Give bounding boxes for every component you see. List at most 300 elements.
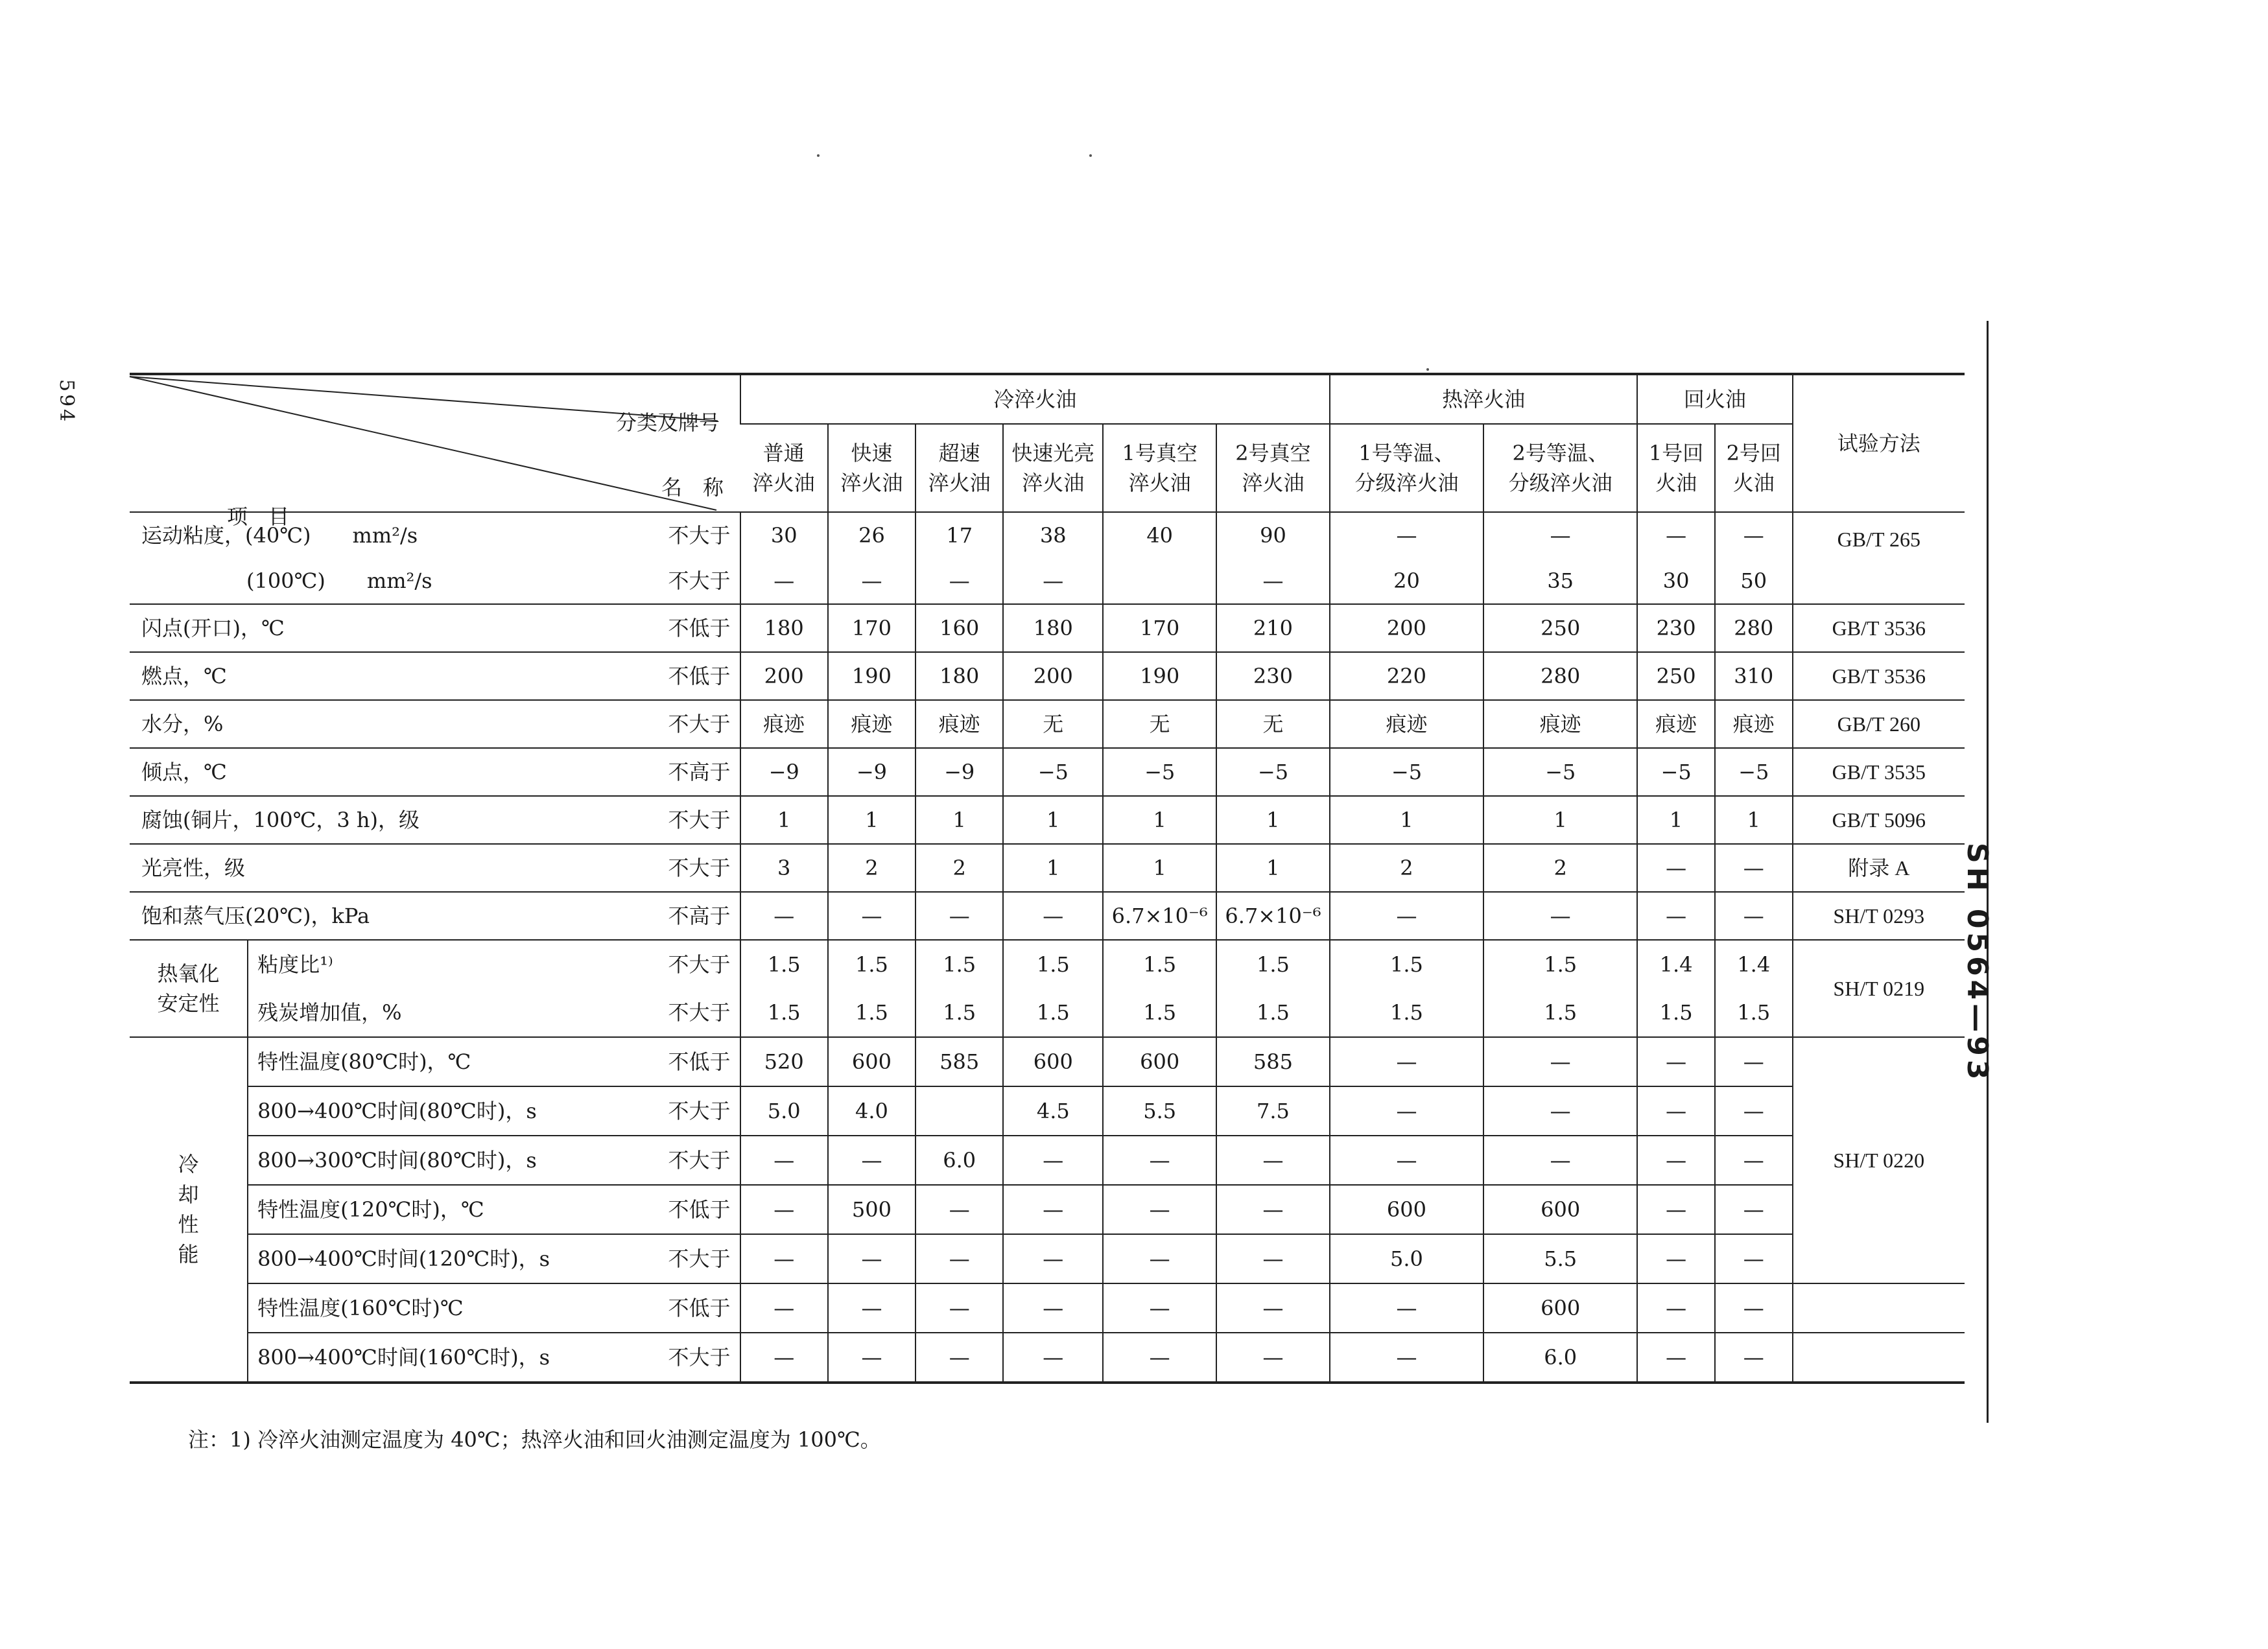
column-header-line: 普通 bbox=[762, 440, 805, 465]
value-cell: −5 bbox=[1003, 748, 1103, 796]
value-cell: — bbox=[1003, 1283, 1103, 1333]
value-cell: 痕迹 bbox=[828, 700, 915, 748]
row-label: 光亮性，级 bbox=[130, 844, 605, 892]
scan-speck bbox=[817, 154, 820, 157]
value-cell: — bbox=[915, 1333, 1003, 1383]
value-cell: 280 bbox=[1715, 604, 1793, 652]
value-cell: 2 bbox=[1330, 844, 1483, 892]
value-cell: 2 bbox=[915, 844, 1003, 892]
value-cell: 600 bbox=[1483, 1185, 1637, 1234]
value-cell: 1.5 bbox=[915, 940, 1003, 988]
value-cell: — bbox=[1216, 1185, 1330, 1234]
value-cell: 1 bbox=[1483, 796, 1637, 844]
value-cell: 1.4 bbox=[1715, 940, 1793, 988]
value-cell: — bbox=[1715, 1037, 1793, 1086]
value-cell: −9 bbox=[915, 748, 1003, 796]
value-cell: — bbox=[1216, 558, 1330, 604]
header-corner-diagonals bbox=[130, 375, 716, 511]
spec-table bbox=[130, 373, 1965, 1384]
value-cell: — bbox=[1715, 1086, 1793, 1136]
value-cell: 1.5 bbox=[1483, 940, 1637, 988]
value-cell: −5 bbox=[1637, 748, 1715, 796]
group-label-char: 却 bbox=[178, 1182, 199, 1207]
value-cell: 1 bbox=[1103, 796, 1216, 844]
value-cell: 90 bbox=[1216, 512, 1330, 558]
scan-speck bbox=[1426, 368, 1429, 371]
value-cell: 190 bbox=[1103, 652, 1216, 700]
column-header bbox=[1216, 424, 1330, 512]
value-cell: — bbox=[1330, 1037, 1483, 1086]
value-cell: −9 bbox=[828, 748, 915, 796]
value-cell: — bbox=[1715, 1234, 1793, 1283]
value-cell: — bbox=[1637, 512, 1715, 558]
column-header bbox=[1483, 424, 1637, 512]
value-cell: — bbox=[915, 558, 1003, 604]
value-cell: — bbox=[828, 1283, 915, 1333]
value-cell: — bbox=[1637, 1333, 1715, 1383]
value-cell: 1 bbox=[1637, 796, 1715, 844]
row-method: SH/T 0219 bbox=[1793, 940, 1965, 1037]
value-cell: 1.5 bbox=[1637, 988, 1715, 1037]
value-cell: 585 bbox=[915, 1037, 1003, 1086]
row-requirement: 不大于 bbox=[605, 700, 740, 748]
group-label-char: 能 bbox=[178, 1242, 199, 1267]
value-cell: 17 bbox=[915, 512, 1003, 558]
value-cell: — bbox=[1715, 1185, 1793, 1234]
value-cell: 6.0 bbox=[1483, 1333, 1637, 1383]
table-row bbox=[130, 1185, 1965, 1234]
value-cell: — bbox=[1330, 1086, 1483, 1136]
value-cell: 1.5 bbox=[828, 988, 915, 1037]
footnote: 注：1) 冷淬火油测定温度为 40℃；热淬火油和回火油测定温度为 100℃。 bbox=[188, 1427, 881, 1452]
header-corner bbox=[130, 374, 740, 529]
value-cell: 1.5 bbox=[1103, 940, 1216, 988]
value-cell: −5 bbox=[1330, 748, 1483, 796]
value-cell: — bbox=[915, 1234, 1003, 1283]
value-cell: 1.5 bbox=[1003, 988, 1103, 1037]
value-cell: — bbox=[1216, 1234, 1330, 1283]
row-requirement: 不低于 bbox=[605, 1185, 740, 1234]
value-cell: 1.5 bbox=[1216, 940, 1330, 988]
value-cell: — bbox=[740, 1136, 828, 1185]
row-method: GB/T 3536 bbox=[1793, 604, 1965, 652]
row-method: GB/T 260 bbox=[1793, 700, 1965, 748]
row-requirement: 不大于 bbox=[668, 568, 731, 593]
value-cell: 痕迹 bbox=[1483, 700, 1637, 748]
value-cell: — bbox=[1715, 844, 1793, 892]
value-cell: — bbox=[1637, 892, 1715, 940]
value-cell: 40 bbox=[1103, 512, 1216, 558]
value-cell: 600 bbox=[1330, 1185, 1483, 1234]
value-cell: — bbox=[1103, 1333, 1216, 1383]
value-cell: — bbox=[828, 558, 915, 604]
group-label-char: 性 bbox=[178, 1212, 199, 1237]
value-cell: 200 bbox=[1330, 604, 1483, 652]
table-row bbox=[130, 1037, 1965, 1086]
row-method: GB/T 3536 bbox=[1793, 652, 1965, 700]
value-cell: −5 bbox=[1216, 748, 1330, 796]
value-cell: — bbox=[1483, 512, 1637, 558]
value-cell: 180 bbox=[915, 652, 1003, 700]
value-cell: 3 bbox=[740, 844, 828, 892]
row-label: 残炭增加值，% bbox=[257, 1000, 402, 1025]
row-method: 附录 A bbox=[1793, 844, 1965, 892]
value-cell: 无 bbox=[1003, 700, 1103, 748]
row-label: 水分，% bbox=[130, 700, 605, 748]
value-cell: 4.0 bbox=[828, 1086, 915, 1136]
value-cell: 210 bbox=[1216, 604, 1330, 652]
value-cell: 4.5 bbox=[1003, 1086, 1103, 1136]
value-cell: — bbox=[1483, 892, 1637, 940]
value-cell: 26 bbox=[828, 512, 915, 558]
value-cell: 520 bbox=[740, 1037, 828, 1086]
value-cell: 180 bbox=[740, 604, 828, 652]
row-label: 燃点，℃ bbox=[130, 652, 605, 700]
row-label: 800→300℃时间(80℃时)，s bbox=[248, 1136, 605, 1185]
table-row bbox=[130, 796, 1965, 844]
value-cell: 1.5 bbox=[1483, 988, 1637, 1037]
table-row bbox=[130, 748, 1965, 796]
value-cell: 1 bbox=[740, 796, 828, 844]
value-cell: — bbox=[915, 1185, 1003, 1234]
value-cell: — bbox=[740, 1283, 828, 1333]
table-row bbox=[130, 604, 1965, 652]
row-requirement: 不低于 bbox=[605, 1037, 740, 1086]
value-cell: 5.0 bbox=[740, 1086, 828, 1136]
value-cell: 1.5 bbox=[1715, 988, 1793, 1037]
row-label: 闪点(开口)，℃ bbox=[130, 604, 605, 652]
value-cell: 1.5 bbox=[1003, 940, 1103, 988]
header-corner-item: 项 目 bbox=[227, 504, 290, 529]
row-method: GB/T 5096 bbox=[1793, 796, 1965, 844]
value-cell: −5 bbox=[1715, 748, 1793, 796]
column-header-line: 淬火油 bbox=[928, 471, 991, 496]
value-cell: 1.5 bbox=[740, 940, 828, 988]
value-cell: — bbox=[1637, 1185, 1715, 1234]
value-cell: 600 bbox=[1103, 1037, 1216, 1086]
value-cell: — bbox=[1216, 1283, 1330, 1333]
value-cell: — bbox=[1003, 1234, 1103, 1283]
header-row-groups bbox=[130, 374, 1965, 424]
value-cell: 1.5 bbox=[1330, 940, 1483, 988]
value-cell: 1.5 bbox=[1103, 988, 1216, 1037]
row-requirement: 不大于 bbox=[605, 940, 740, 988]
table-row bbox=[130, 1086, 1965, 1136]
column-header bbox=[1003, 424, 1103, 512]
row-label: 特性温度(160℃时)℃ bbox=[248, 1283, 605, 1333]
value-cell: — bbox=[1003, 1136, 1103, 1185]
column-header-line: 2号真空 bbox=[1235, 440, 1311, 465]
value-cell: 200 bbox=[1003, 652, 1103, 700]
row-label: 腐蚀(铜片，100℃，3 h)，级 bbox=[130, 796, 605, 844]
value-cell: — bbox=[1637, 1086, 1715, 1136]
column-header bbox=[1637, 424, 1715, 512]
value-cell: — bbox=[1637, 1283, 1715, 1333]
row-requirement: 不低于 bbox=[605, 652, 740, 700]
row-requirement: 不大于 bbox=[605, 796, 740, 844]
value-cell: 600 bbox=[1483, 1283, 1637, 1333]
value-cell: 500 bbox=[828, 1185, 915, 1234]
value-cell: — bbox=[1483, 1086, 1637, 1136]
value-cell: — bbox=[1003, 892, 1103, 940]
table-row bbox=[130, 652, 1965, 700]
header-corner-name: 名 称 bbox=[661, 475, 724, 500]
value-cell: — bbox=[740, 892, 828, 940]
value-cell: 35 bbox=[1483, 558, 1637, 604]
row-requirement: 不大于 bbox=[668, 1000, 731, 1025]
column-header-line: 1号真空 bbox=[1122, 440, 1198, 465]
row-requirement: 不大于 bbox=[605, 844, 740, 892]
header-group-hot: 热淬火油 bbox=[1330, 374, 1637, 424]
row-label: (100℃) mm²/s bbox=[246, 568, 432, 593]
value-cell: 6.0 bbox=[915, 1136, 1003, 1185]
value-cell: 230 bbox=[1637, 604, 1715, 652]
row-label: 特性温度(120℃时)，℃ bbox=[248, 1185, 605, 1234]
value-cell: 痕迹 bbox=[1715, 700, 1793, 748]
value-cell: 180 bbox=[1003, 604, 1103, 652]
value-cell: — bbox=[1330, 892, 1483, 940]
value-cell: 220 bbox=[1330, 652, 1483, 700]
group-label-char: 冷 bbox=[178, 1152, 199, 1177]
value-cell: — bbox=[1715, 1283, 1793, 1333]
value-cell: 20 bbox=[1330, 558, 1483, 604]
column-header-line: 淬火油 bbox=[840, 471, 903, 496]
header-group-cold: 冷淬火油 bbox=[740, 374, 1330, 424]
row-requirement: 不低于 bbox=[605, 1283, 740, 1333]
row-requirement: 不大于 bbox=[605, 1136, 740, 1185]
column-header-line: 快速 bbox=[851, 440, 893, 465]
value-cell: 5.5 bbox=[1103, 1086, 1216, 1136]
value-cell: 190 bbox=[828, 652, 915, 700]
value-cell: 5.0 bbox=[1330, 1234, 1483, 1283]
column-header-line: 淬火油 bbox=[1022, 471, 1085, 496]
header-group-temper: 回火油 bbox=[1637, 374, 1792, 424]
value-cell: 痕迹 bbox=[915, 700, 1003, 748]
column-header bbox=[828, 424, 915, 512]
value-cell: 250 bbox=[1637, 652, 1715, 700]
row-label: 800→400℃时间(160℃时)，s bbox=[248, 1333, 605, 1383]
value-cell: — bbox=[915, 1283, 1003, 1333]
value-cell: 1 bbox=[1330, 796, 1483, 844]
table-row bbox=[130, 892, 1965, 940]
group-label-cooling bbox=[130, 1037, 248, 1383]
value-cell: 1 bbox=[828, 796, 915, 844]
row-requirement: 不低于 bbox=[605, 604, 740, 652]
value-cell: — bbox=[1103, 1185, 1216, 1234]
column-header-line: 1号等温、 bbox=[1358, 440, 1455, 465]
value-cell: 170 bbox=[828, 604, 915, 652]
value-cell: 1.5 bbox=[1330, 988, 1483, 1037]
value-cell: — bbox=[1216, 1136, 1330, 1185]
header-corner-category: 分类及牌号 bbox=[616, 410, 720, 435]
row-method-empty bbox=[1793, 1283, 1965, 1333]
value-cell: — bbox=[1330, 1283, 1483, 1333]
header-method: 试验方法 bbox=[1793, 374, 1965, 512]
column-header bbox=[915, 424, 1003, 512]
value-cell: — bbox=[1715, 1136, 1793, 1185]
row-requirement: 不大于 bbox=[605, 1086, 740, 1136]
value-cell: — bbox=[1715, 1333, 1793, 1383]
value-cell: — bbox=[1637, 1037, 1715, 1086]
value-cell: — bbox=[1003, 558, 1103, 604]
column-header-line: 2号回 bbox=[1726, 440, 1781, 465]
value-cell: — bbox=[828, 1234, 915, 1283]
table-row bbox=[130, 1333, 1965, 1383]
group-label-oxidation bbox=[130, 940, 248, 1037]
value-cell: — bbox=[1715, 892, 1793, 940]
value-cell: 230 bbox=[1216, 652, 1330, 700]
column-header-line: 快速光亮 bbox=[1011, 440, 1095, 465]
table-row bbox=[130, 988, 1965, 1037]
value-cell: 1.4 bbox=[1637, 940, 1715, 988]
value-cell: — bbox=[828, 892, 915, 940]
value-cell: 600 bbox=[828, 1037, 915, 1086]
row-requirement: 不高于 bbox=[605, 892, 740, 940]
value-cell bbox=[915, 1086, 1003, 1136]
group-label-line: 安定性 bbox=[157, 991, 220, 1016]
value-cell: 600 bbox=[1003, 1037, 1103, 1086]
value-cell: — bbox=[1103, 1234, 1216, 1283]
value-cell: — bbox=[1715, 512, 1793, 558]
value-cell: — bbox=[1637, 1234, 1715, 1283]
column-header bbox=[1103, 424, 1216, 512]
column-header-line: 淬火油 bbox=[752, 471, 815, 496]
value-cell: 1.5 bbox=[915, 988, 1003, 1037]
value-cell: 50 bbox=[1715, 558, 1793, 604]
table-row bbox=[130, 844, 1965, 892]
group-label-line: 热氧化 bbox=[157, 961, 220, 986]
value-cell: — bbox=[740, 1333, 828, 1383]
row-label: 饱和蒸气压(20℃)，kPa bbox=[130, 892, 605, 940]
value-cell: 1.5 bbox=[740, 988, 828, 1037]
value-cell: — bbox=[1330, 1136, 1483, 1185]
value-cell: — bbox=[915, 892, 1003, 940]
value-cell: — bbox=[740, 1185, 828, 1234]
table-row bbox=[130, 558, 1965, 604]
column-header-line: 超速 bbox=[938, 440, 980, 465]
value-cell: — bbox=[1216, 1333, 1330, 1383]
row-label: 倾点，℃ bbox=[130, 748, 605, 796]
value-cell: — bbox=[828, 1333, 915, 1383]
table-row bbox=[130, 1234, 1965, 1283]
value-cell bbox=[1103, 558, 1216, 604]
column-header-line: 火油 bbox=[1732, 471, 1775, 496]
value-cell: −5 bbox=[1103, 748, 1216, 796]
value-cell: 痕迹 bbox=[740, 700, 828, 748]
column-header bbox=[1715, 424, 1793, 512]
value-cell: 2 bbox=[1483, 844, 1637, 892]
row-label: 800→400℃时间(120℃时)，s bbox=[248, 1234, 605, 1283]
column-header-line: 1号回 bbox=[1648, 440, 1704, 465]
value-cell: 30 bbox=[1637, 558, 1715, 604]
value-cell: — bbox=[1483, 1136, 1637, 1185]
value-cell: — bbox=[1103, 1136, 1216, 1185]
column-header-line: 分级淬火油 bbox=[1508, 471, 1612, 496]
row-label: 粘度比¹⁾ bbox=[248, 940, 605, 988]
value-cell: 1 bbox=[1715, 796, 1793, 844]
value-cell: 1 bbox=[1003, 796, 1103, 844]
row-method: SH/T 0293 bbox=[1793, 892, 1965, 940]
standard-code: SH 0564—93 bbox=[1961, 843, 1994, 1084]
value-cell: 1 bbox=[915, 796, 1003, 844]
column-header-line: 2号等温、 bbox=[1512, 440, 1609, 465]
row-method: SH/T 0220 bbox=[1793, 1037, 1965, 1283]
value-cell: 1.5 bbox=[828, 940, 915, 988]
value-cell: 38 bbox=[1003, 512, 1103, 558]
row-method-empty bbox=[1793, 1333, 1965, 1383]
column-header-line: 分级淬火油 bbox=[1354, 471, 1459, 496]
row-requirement: 不高于 bbox=[605, 748, 740, 796]
value-cell: 1 bbox=[1003, 844, 1103, 892]
value-cell: 无 bbox=[1216, 700, 1330, 748]
table-row bbox=[130, 1136, 1965, 1185]
value-cell: 2 bbox=[828, 844, 915, 892]
value-cell: 170 bbox=[1103, 604, 1216, 652]
value-cell: — bbox=[740, 1234, 828, 1283]
value-cell: −9 bbox=[740, 748, 828, 796]
row-requirement: 不大于 bbox=[605, 512, 740, 558]
value-cell: — bbox=[1637, 1136, 1715, 1185]
value-cell: 585 bbox=[1216, 1037, 1330, 1086]
value-cell: — bbox=[1483, 1037, 1637, 1086]
value-cell: — bbox=[1003, 1333, 1103, 1383]
value-cell: — bbox=[1330, 512, 1483, 558]
value-cell: 1.5 bbox=[1216, 988, 1330, 1037]
value-cell: 7.5 bbox=[1216, 1086, 1330, 1136]
value-cell: 6.7×10⁻⁶ bbox=[1103, 892, 1216, 940]
value-cell: 160 bbox=[915, 604, 1003, 652]
value-cell: 250 bbox=[1483, 604, 1637, 652]
column-header-line: 火油 bbox=[1655, 471, 1697, 496]
value-cell: 痕迹 bbox=[1637, 700, 1715, 748]
value-cell: 200 bbox=[740, 652, 828, 700]
scan-speck bbox=[1089, 154, 1092, 157]
value-cell: 1 bbox=[1103, 844, 1216, 892]
value-cell: 5.5 bbox=[1483, 1234, 1637, 1283]
column-header bbox=[740, 424, 828, 512]
page-number: 594 bbox=[55, 379, 78, 425]
table-row bbox=[130, 512, 1965, 558]
row-label: 特性温度(80℃时)，℃ bbox=[248, 1037, 605, 1086]
value-cell: — bbox=[1003, 1185, 1103, 1234]
value-cell: 1 bbox=[1216, 796, 1330, 844]
table-row bbox=[130, 1283, 1965, 1333]
value-cell: 30 bbox=[740, 512, 828, 558]
table-row bbox=[130, 700, 1965, 748]
row-method: GB/T 3535 bbox=[1793, 748, 1965, 796]
value-cell: — bbox=[740, 558, 828, 604]
value-cell: 痕迹 bbox=[1330, 700, 1483, 748]
value-cell: — bbox=[1103, 1283, 1216, 1333]
row-method: GB/T 265 bbox=[1793, 512, 1965, 604]
column-header-line: 淬火油 bbox=[1128, 471, 1191, 496]
row-label: 800→400℃时间(80℃时)，s bbox=[248, 1086, 605, 1136]
value-cell: — bbox=[1637, 844, 1715, 892]
value-cell: 6.7×10⁻⁶ bbox=[1216, 892, 1330, 940]
value-cell: — bbox=[828, 1136, 915, 1185]
column-header bbox=[1330, 424, 1483, 512]
table-row bbox=[130, 940, 1965, 988]
value-cell: 1 bbox=[1216, 844, 1330, 892]
value-cell: −5 bbox=[1483, 748, 1637, 796]
row-requirement: 不大于 bbox=[605, 1234, 740, 1283]
value-cell: 无 bbox=[1103, 700, 1216, 748]
value-cell: 280 bbox=[1483, 652, 1637, 700]
value-cell: — bbox=[1330, 1333, 1483, 1383]
row-label: 运动粘度，(40℃) mm²/s bbox=[130, 512, 605, 558]
row-requirement: 不大于 bbox=[605, 1333, 740, 1383]
value-cell: 310 bbox=[1715, 652, 1793, 700]
